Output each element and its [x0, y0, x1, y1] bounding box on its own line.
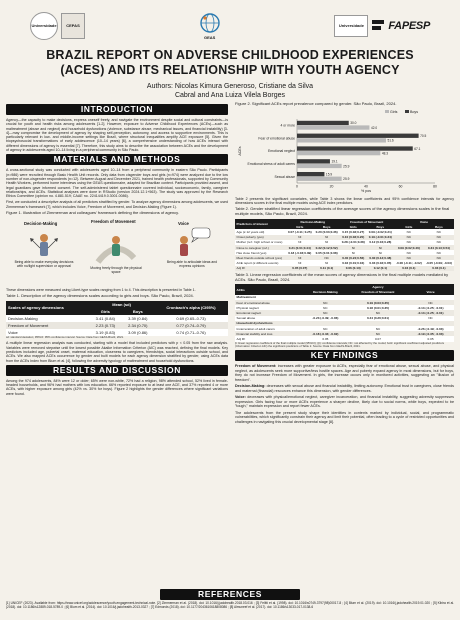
- introduction-text: Agency—the capacity to make decisions, express oneself freely, and navigate the environment despite social and cultural constraints—is crucial for youth and health risks among adolescents [1-2]. However, exposure to Adverse Childhood Experiences (ACEs)—such as maltreatment (abuse and neglect) and household dysfunctions (violence, substance abuse, mechanical issues, and financial instability) [3-4]—may compromise the development of agency by shaping self-perception, autonomy, and access to supportive environments. This is particularly relevant in low- and middle-income settings like Brazil, where structural inequalities amplify ACE exposure [5]. Given the biopsychosocial transformations of early adolescence (10–14 years) [6], a comprehensive understanding of how ACEs interact with different dimensions of agency is essential [7]. Therefore, this study aims to describe the association between ACEs and the development of agency in adolescents aged 10–14 living in a peripheral community in São Paulo.: [6, 118, 228, 153]
- kf-voice-label: Voice:: [235, 395, 246, 400]
- t2-header-vo: Voice: [394, 219, 454, 224]
- university-right-logo: Universidade: [334, 15, 368, 37]
- kf-voice: [235, 395, 454, 409]
- t2-cell: NI: [286, 235, 314, 240]
- t2-cell: Onset puberty (yes): [235, 235, 286, 240]
- t2-header-fm: Freedom of Movement: [340, 219, 394, 224]
- x-tick-label: 0: [296, 184, 298, 189]
- t3-cell: Incarceration of adult carers: [235, 326, 302, 331]
- t2-cell: NI: [286, 255, 314, 260]
- table-3-caption: Table 3. Linear regression coefficients of the mean scores of agency dimensions in the final multiple models mediated by ACEs. São Paulo, Brazil, 2024.: [235, 271, 449, 282]
- t1-cell: 0.74 (0.71–0.76): [154, 329, 228, 336]
- bar-boys: [297, 146, 413, 150]
- legend-swatch-girls: [385, 110, 389, 113]
- table-2: [235, 219, 454, 271]
- t2-cell: NI: [340, 245, 367, 250]
- materials-heading: MATERIALS AND METHODS: [6, 154, 228, 165]
- t3-cell: Emotional neglect: [235, 310, 302, 315]
- figure-2-caption: Figure 2. Significant ACEs report prevalence compared by gender. São Paulo, Brazil, 2024.: [235, 101, 397, 106]
- t1-header-mean: Mean (sd): [89, 301, 154, 308]
- t1-cell: 3.41 (0.84): [89, 315, 121, 322]
- t3-cell: NC: [349, 331, 407, 336]
- t2-cell: 0.28 (-0.01;0.38): [340, 240, 367, 245]
- t2-cell: NI: [286, 260, 314, 265]
- t2-cell: 0.05 (0.01;0.68): [315, 250, 338, 255]
- t2-cell: Age (≥ 12 years old): [235, 229, 286, 234]
- references-text: [1] UNICEF (2023). Available from: https://www.unicef.org/adolescence/youth-engagement-technical-note. [2] Zimmerman et al. (2018). doi: 10.1016/j.jadohealth.2018.03.016 ; [3] Felitti et al. (1998). doi: 10.1016/s0749-3797(98)00017-8 ; [4] Blum et al. (2019). doi: 10.1016/j.jadohealth.2019.01.020 ; [5] Kibira et al. (2018). doi: 10.1186/s12889-018-5789-0 ; [6] Blum et al. (2014). doi: 10.1016/j.jadohealth-2013-0327 ; [7] Edmonds (2018). doi: 10.1177/2043610618808086 ; [8] Almuneef et al. (2017). doi: 10.1186/s13033-017-0138-6: [6, 601, 454, 609]
- t2-header-pred: Predictors of interest: [235, 219, 286, 229]
- t3-cell: Adj R²: [235, 336, 302, 341]
- authors: [0, 82, 460, 100]
- data-label-girls: 48.3: [381, 151, 389, 156]
- t2-cell: 0.19 (-0.01;0.34): [367, 235, 394, 240]
- t3-cell: -0.13 (-0.25; -0.01): [407, 310, 454, 315]
- fig1-voice-label: Voice: [178, 220, 189, 226]
- bar-boys: [297, 172, 324, 176]
- authors-line-1: Authors: Nicolas Kimura Generoso, Cristiane da Silva: [146, 83, 314, 90]
- legend-label-boys: Boys: [410, 109, 418, 114]
- t2-cell: NC: [394, 255, 424, 260]
- data-label-boys: 67.1: [414, 146, 421, 151]
- fig1-decision-desc: Being able to make everyday decisions with no/light supervision or approval: [14, 259, 74, 268]
- bar-girls: [297, 138, 386, 142]
- kf-freedom-label: Freedom of Movement:: [235, 364, 277, 369]
- t3-cell: NC: [302, 300, 349, 305]
- key-findings-heading: KEY FINDINGS: [235, 350, 454, 361]
- t2-header-boys: Boys: [367, 224, 394, 229]
- figure-1: [6, 218, 228, 286]
- t3-cell: 0.05: [302, 336, 349, 341]
- t3-group-label: Household dysfunctions: [235, 321, 454, 326]
- t2-header-boys: Boys: [424, 224, 454, 229]
- figure-1-illustration: [6, 218, 228, 286]
- t2-cell: 0.06 (0.13): [340, 266, 367, 271]
- t1-header-alpha: Cronbach's alpha (CI95%): [154, 301, 228, 315]
- t2-cell: Meet friends outside school (yes): [235, 255, 286, 260]
- bar-girls: [297, 176, 342, 180]
- t2-cell: 0.20 (0.03;0.36): [315, 229, 338, 234]
- t2-cell: 0.11 (0.1): [314, 266, 340, 271]
- t2-cell: NI: [286, 240, 314, 245]
- university-seal-logo: Universidade: [30, 12, 58, 40]
- t2-header-dm: Decision-Making: [286, 219, 340, 224]
- t2-header-girls: Girls: [286, 224, 314, 229]
- references-heading: REFERENCES: [160, 589, 300, 600]
- t3-cell: 0.44 (0.26;0.61): [349, 316, 407, 321]
- left-column: [6, 102, 228, 398]
- t3-cell: NC: [407, 300, 454, 305]
- bar-girls: [297, 164, 342, 168]
- bar-boys: [297, 121, 349, 125]
- table-row: [235, 266, 454, 271]
- t2-cell: 0.05 (0.07): [286, 266, 314, 271]
- data-label-girls: 25.9: [343, 164, 350, 169]
- table-3: [235, 284, 454, 341]
- t3-cell: Physical neglect: [235, 305, 302, 310]
- x-tick-label: 40: [364, 184, 368, 189]
- kf-closing: The adolescents from the present study shape their identities in contexts marked by individual, social, and programmatic vulnerabilities, which significantly constrain their agency and limit their potential, often leading to a cycle of restricted opportunities and challenges in navigating this crucial developmental stage [8].: [235, 410, 454, 424]
- t3-cell: 0.18 (0.01;0.35): [349, 305, 407, 310]
- t3-cell: Sexual abuse: [235, 316, 302, 321]
- results-text: Among the 974 adolescents, 84% were 12 or older; 65% were non-white, 72% had a religion, 98% attended school, 52% lived in female-headed households, and 96% had mothers with low education. 66% reported exposure to at least one ACE, and 37% reported 4 or more ACEs, with higher exposure among girls (42% vs. 30% for boys). Figure 2 highlights the gender differences where significant variations were found.: [6, 378, 228, 396]
- t1-header-boys: Boys: [122, 308, 154, 315]
- t2-cell: 0.03 (0.02;0.05): [367, 260, 394, 265]
- legend-swatch-boys: [405, 110, 409, 113]
- t2-cell: Has close friend (yes): [235, 250, 286, 255]
- t2-cell: Close to caregiver (ref.): [235, 245, 286, 250]
- t3-cell: Financial stability and loss: [235, 331, 302, 336]
- results-heading: RESULTS AND DISCUSSION: [6, 365, 228, 376]
- t1-cell: 0.77 (0.74–0.79): [154, 322, 228, 329]
- t2-cell: 0.34 (0.13;0.54): [424, 245, 454, 250]
- t3-cell: -0.23 (-0.39; -0.06): [302, 316, 349, 321]
- t2-cell: -0.06 (-0.11; -0.02): [394, 260, 424, 265]
- t3-header-vo: Voice: [407, 290, 454, 295]
- data-label-boys: 15.9: [325, 172, 333, 177]
- t3-cell: NC: [407, 316, 454, 321]
- t2-cell: 0.32 (0.12;0.52): [315, 245, 338, 250]
- t3-cell: NC: [349, 326, 407, 331]
- t3-cell: -0.26 (-0.49; -0.03): [407, 326, 454, 331]
- t3-cell: 0.07: [349, 336, 407, 341]
- t2-cell: 0.03 (0.1): [424, 266, 454, 271]
- t3-cell: -0.19 (-0.35; -0.03): [407, 331, 454, 336]
- t2-cell: -0.05 (-0.09; -0.03): [424, 260, 454, 265]
- t1-cell: 3.39 (0.84): [122, 315, 154, 322]
- t2-cell: NI: [314, 235, 340, 240]
- figure-2-chart: [235, 109, 454, 197]
- t2-cell: NI: [314, 240, 340, 245]
- t2-cell: NC: [314, 255, 340, 260]
- kf-decision-text: decreases with sexual abuse and financial instability, limiting autonomy. Emotional trust in caregivers, close friends and maternal (financial) resources enhance this dimension, with gender differences.: [235, 384, 454, 393]
- t2-cell: Adj R²: [235, 266, 286, 271]
- t2-cell: ACE report (≥ different events): [235, 260, 286, 265]
- bar-girls: [297, 125, 369, 129]
- data-label-girls: 42.0: [370, 125, 378, 130]
- t2-cell: 0.40 (0.24;0.56): [340, 255, 367, 260]
- kf-voice-text: decreases with physical/emotional neglect, caregiver incarceration, and financial instability, suggesting adversity suppresses expression. Girls facing four or more ACEs experience a sharper decline, likely due to social norms, while boys, expected to be "tough," maintain expression and report fewer ACEs.: [235, 395, 454, 409]
- t2-cell: NC: [424, 255, 454, 260]
- t2-cell: NI: [314, 260, 340, 265]
- t1-header-scale: Scales of agency dimensions: [6, 301, 89, 315]
- t2-cell: NC: [394, 240, 424, 245]
- bar-girls: [297, 151, 380, 155]
- x-tick-label: 60: [398, 184, 403, 189]
- t2-cell: NC: [424, 240, 454, 245]
- cepas-logo: CEPAS: [61, 13, 85, 39]
- category-label: Emotional stress of adult carers: [247, 161, 295, 166]
- t1-cell: Voice: [6, 329, 89, 336]
- legend-label-girls: Girls: [390, 109, 398, 114]
- title-line-2: (ACES) AND ITS RELATIONSHIP WITH YOUTH AGENCY: [60, 63, 400, 77]
- t1-cell: 2.34 (0.70): [122, 322, 154, 329]
- t3-group-label: Maltreatment: [235, 295, 454, 300]
- fapesp-logo: FAPESP: [388, 20, 430, 32]
- logo-group-right: [334, 15, 430, 37]
- data-label-boys: 30.0: [350, 121, 357, 126]
- freedom-figure-icon: [98, 236, 134, 262]
- t3-cell: NC: [302, 305, 349, 310]
- aces-bar-chart: [235, 109, 454, 197]
- t2-cell: 0.12 (0.1): [367, 266, 394, 271]
- authors-line-2: Cabral and Ana Luiza Vilela Borges: [174, 92, 285, 99]
- t2-cell: NC: [394, 250, 424, 255]
- t3-header-agency: Agency: [302, 284, 454, 289]
- t1-header-girls: Girls: [89, 308, 121, 315]
- t2-cell: NI: [367, 250, 394, 255]
- references: [6, 589, 454, 612]
- t2-cell: 0.30 (0.12;0.48): [367, 255, 394, 260]
- category-label: Fear of emotional abuse: [258, 136, 295, 141]
- materials-text-3: These dimensions were measured using Likert-type scales ranging from 1 to 4. This description is presented in Table 1.: [6, 287, 196, 292]
- y-axis-label: ACEs: [238, 146, 242, 156]
- t2-cell: 0.09 (-0.02;0.21): [367, 229, 394, 234]
- logo-bar: [30, 6, 430, 46]
- poster-title: [0, 48, 460, 78]
- bar-boys: [297, 133, 419, 137]
- t2-cell: 0.12 (0.04;0.28): [367, 240, 394, 245]
- title-line-1: BRAZIL REPORT ON ADVERSE CHILDHOOD EXPERIENCES: [46, 48, 414, 62]
- category-label: Sexual abuse: [274, 174, 295, 179]
- t1-cell: Freedom of Movement: [6, 322, 89, 329]
- t3-cell: NC: [302, 326, 349, 331]
- materials-text-1: A cross-sectional study was conducted with adolescents aged 10–14 from a peripheral community in eastern São Paulo. Participants (n=986) were recruited through Basic Health Unit records. Only data from cisgender boys and girls (n=974) were analyzed due to the low number of non-cisgender respondents (n=12). Between August and December 2021, trained health professionals, supported by Community Health Workers, performed home interviews using the GEAS questionnaire, adapted for Brazilian context. Participants provided assent, and legal guardians gave informed consent. The self-administered tablet questionnaire covered individual, socioeconomic, family, caregiver relationships, and ACEs. Statistical analyses were done in RStudio (version 2024.12.1+563). The study was approved by the Research Ethics Committee (opinion no. 4.881.519; CAAE no. 22414419.0.3001.0086).: [6, 168, 228, 199]
- globe-icon: [195, 13, 225, 35]
- category-label: 4 or more: [280, 123, 295, 128]
- t3-cell: NC: [302, 310, 349, 315]
- figure-1-caption: Figure 1. Illustration of Zimmerman and colleagues' framework defining the dimensions of agency.: [6, 210, 179, 216]
- key-findings: [235, 350, 454, 424]
- t2-cell: 0.21 (0.01;0.44): [286, 245, 314, 250]
- right-column: [235, 102, 454, 426]
- geas-logo: GEAS: [195, 13, 225, 40]
- t2-cell: NI: [340, 250, 367, 255]
- decision-figure-icon: [30, 234, 58, 256]
- table-1-caption: Table 1. Description of the agency dimensions scales according to girls and boys. São Paulo, Brazil, 2024.: [6, 293, 194, 299]
- t2-cell: Mother (ref.: high school or more): [235, 240, 286, 245]
- t3-cell: -0.13 (-0.25; -0.01): [407, 305, 454, 310]
- t2-header-boys: Boys: [314, 224, 340, 229]
- t3-cell: NC: [349, 310, 407, 315]
- materials-text-2: First, we conducted a descriptive analysis of all predictors stratified by gender. To analyze agency dimensions among adolescents, we used Zimmerman's framework [7], which includes Voice, Freedom of Movement, and Decision-Making (Figure 1).: [6, 200, 228, 209]
- t2-cell: NC: [424, 235, 454, 240]
- t3-cell: 0.19 (0.03;0.35): [349, 300, 407, 305]
- table-row: [6, 322, 228, 329]
- fig1-freedom-label: Freedom of Movement: [91, 218, 136, 224]
- data-label-boys: 70.5: [420, 133, 427, 138]
- kf-freedom: [235, 364, 454, 382]
- fig1-decision-label: Decision-Making: [24, 220, 58, 226]
- table-2-intro: Table 2 presents the significant covariates, while Table 3 shows the linear coefficients and 95% confidence intervals for agency dimensions scores in the final multiple models using ACE index predictors.: [235, 196, 454, 206]
- t2-cell: NC: [424, 229, 454, 234]
- x-tick-label: 80: [433, 184, 437, 189]
- table-row: [6, 315, 228, 322]
- t3-header-fm: Freedom of Movement: [349, 290, 407, 295]
- t3-header-dm: Decision-Making: [302, 290, 349, 295]
- bar-boys: [297, 159, 330, 163]
- category-label: Emotional neglect: [268, 148, 295, 153]
- data-label-girls: 51.6: [387, 138, 394, 143]
- x-tick-label: 20: [329, 184, 334, 189]
- t1-cell: Decision-Making: [6, 315, 89, 322]
- table-row: [235, 260, 454, 265]
- x-axis-label: % pos: [361, 188, 371, 193]
- t1-cell: 3.09 (0.86): [122, 329, 154, 336]
- kf-freedom-text: increases with greater exposure to ACEs, especially fear of emotional abuse, sexual abuse, and physical neglect, as adolescents seek more supportive/less hostile spaces. Age and puberty expand agency in most dimensions, but for boys, they do not increase Freedom of Movement. In girls, the increase occurs only in monitored activities, suggesting an "illusion of freedom".: [235, 364, 454, 382]
- voice-figure-icon: [180, 228, 210, 256]
- data-label-boys: 19.1: [331, 159, 338, 164]
- t2-header-girls: Girls: [340, 224, 367, 229]
- t2-cell: 0.09 (0.02;0.46): [394, 245, 424, 250]
- t3-cell: Fear of emotional abuse: [235, 300, 302, 305]
- data-label-girls: 25.9: [343, 176, 350, 181]
- t2-cell: 0.18 (-0.03;0.39): [286, 250, 314, 255]
- t2-cell: 0.04 (0.1): [394, 266, 424, 271]
- kf-decision: [235, 384, 454, 393]
- t2-cell: 0.10 (0.03;0.20): [340, 235, 367, 240]
- fapesp-mark-icon: [371, 17, 385, 35]
- t2-cell: 0.07 (-0.11; 0.25): [286, 229, 314, 234]
- kf-decision-label: Decision-Making:: [235, 384, 266, 389]
- t2-cell: 0.02 (0.01;0.04): [340, 260, 367, 265]
- t3-header-aces: ACEs: [235, 284, 302, 294]
- table-3-note: β: linear regression coefficient of the final multiple model (95%CI); (β): confidence intervals; NC: not affected by the model; bold: significant coefficient adjusted predictors (Information Criterion AIC) the significant predictors of Table 2. Source: Data from GEAS-Brazil, 2021.: [235, 340, 445, 348]
- materials-text-4: A multiple linear regression analysis was conducted, starting with a model that included predictors with p < 0.05 from the raw analysis. Variables were removed stepwise until the lowest possible Akaike Information Criterion (AIC) was reached, defining the final models. Key predictors included age, pubertal onset, maternal education, closeness to caregivers, friendships, social interactions outside school, and ACEs. We also mapped ACEs occurrence by gender and built models for each agency dimension stratified by gender, using ACEs data from the ACEs Index from Blum et al. [4], following the adversity typology of maltreatment and household dysfunctions.: [6, 341, 228, 363]
- t3-cell: -0.18 (-0.34; -0.02): [302, 331, 349, 336]
- table-1: [6, 301, 228, 336]
- t2-header-girls: Girls: [394, 224, 424, 229]
- t3-cell: 0.05: [407, 336, 454, 341]
- t2-cell: NC: [394, 229, 424, 234]
- t1-cell: 2.23 (0.73): [89, 322, 121, 329]
- t2-cell: 0.15 (0.03;0.27): [340, 229, 367, 234]
- fig1-voice-desc: Being able to articulate ideas and express opinions: [166, 259, 218, 268]
- t1-cell: 3.19 (0.83): [89, 329, 121, 336]
- logo-group-left: [30, 12, 85, 40]
- table-2-caption: Table 2. Gender stratified linear regression coefficients of the average scores of the agency dimensions scales in the final multiple models, São Paulo, Brazil, 2024.: [235, 206, 450, 217]
- table-1-note: sd: standard deviation; 95%CI: 95% confidence interval. Source: Data from GEAS-Brazil, 2021.: [6, 334, 124, 339]
- t2-cell: NC: [394, 235, 424, 240]
- t2-cell: NC: [424, 250, 454, 255]
- t2-cell: NI: [367, 245, 394, 250]
- fig1-freedom-desc: Moving freely through the physical space: [90, 265, 142, 274]
- introduction-heading: INTRODUCTION: [6, 104, 228, 115]
- t1-cell: 0.69 (0.65–0.73): [154, 315, 228, 322]
